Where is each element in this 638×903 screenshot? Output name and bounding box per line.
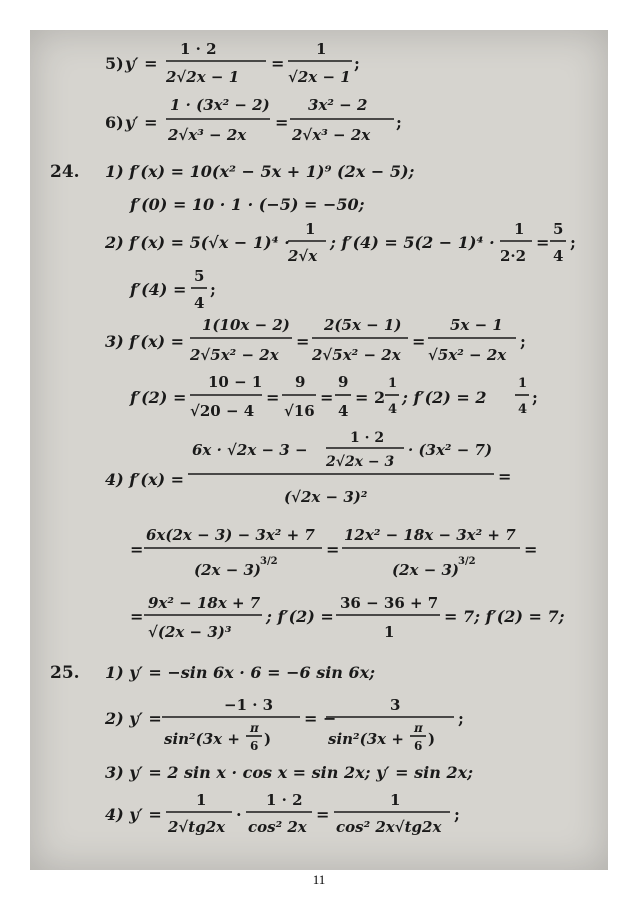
svg-text:=: = <box>524 540 538 559</box>
svg-text:36 − 36 + 7: 36 − 36 + 7 <box>340 594 439 612</box>
svg-text:4) y′ =: 4) y′ = <box>105 805 162 824</box>
svg-text:cos² 2x: cos² 2x <box>248 818 307 836</box>
svg-text:1: 1 <box>316 40 327 58</box>
svg-text:3) f′(x) =: 3) f′(x) = <box>105 332 185 351</box>
svg-text:1: 1 <box>390 791 401 809</box>
svg-text:12x² − 18x − 3x² + 7: 12x² − 18x − 3x² + 7 <box>344 526 516 544</box>
svg-text:;: ; <box>570 233 576 252</box>
den: 2√2x − 1 <box>166 68 240 86</box>
svg-text:1: 1 <box>388 376 398 391</box>
svg-text:=: = <box>296 332 310 351</box>
svg-text:6x(2x − 3) − 3x² + 7: 6x(2x − 3) − 3x² + 7 <box>146 526 315 544</box>
svg-text:10 − 1: 10 − 1 <box>208 373 263 391</box>
svg-text:9: 9 <box>295 373 306 391</box>
svg-text:1(10x − 2): 1(10x − 2) <box>202 316 290 334</box>
svg-text:4) f′(x) =: 4) f′(x) = <box>105 470 185 489</box>
svg-text:3: 3 <box>390 696 401 714</box>
svg-text:=: = <box>320 388 334 407</box>
svg-text:;: ; <box>396 113 402 132</box>
y-prime: y′ = <box>125 54 158 73</box>
svg-text:6: 6 <box>250 739 259 753</box>
num: 1 · 2 <box>180 40 217 58</box>
svg-text:=: = <box>271 54 285 73</box>
svg-text:;: ; <box>520 332 526 351</box>
svg-text:=: = <box>130 607 144 626</box>
svg-text:y′ =: y′ = <box>125 113 158 132</box>
line-6 <box>105 96 402 144</box>
svg-text:=: = <box>412 332 426 351</box>
svg-text:6: 6 <box>414 739 423 753</box>
svg-text:1: 1 <box>305 220 316 238</box>
svg-text:π: π <box>414 721 423 735</box>
label-6: 6) <box>105 113 124 132</box>
svg-text:; f′(4) = 5(2 − 1)⁴ ·: ; f′(4) = 5(2 − 1)⁴ · <box>330 233 495 252</box>
svg-text:f′(4) =: f′(4) = <box>130 280 187 299</box>
svg-text:=: = <box>266 388 280 407</box>
svg-text:1: 1 <box>514 220 525 238</box>
line-5 <box>105 40 360 86</box>
svg-text:=: = <box>498 467 512 486</box>
svg-text:(√2x − 3)²: (√2x − 3)² <box>284 488 368 506</box>
svg-text:6x · √2x − 3 −: 6x · √2x − 3 − <box>192 441 308 459</box>
page-number: 11 <box>312 872 326 887</box>
svg-text:√2x − 1: √2x − 1 <box>288 68 351 86</box>
svg-text:√(2x − 3)³: √(2x − 3)³ <box>148 623 232 641</box>
svg-text:2√5x² − 2x: 2√5x² − 2x <box>190 346 279 364</box>
problem-number-25: 25. <box>50 663 80 683</box>
svg-text:): ) <box>428 730 436 748</box>
svg-text:√20 − 4: √20 − 4 <box>190 402 255 420</box>
svg-text:= 7; f′(2) = 7;: = 7; f′(2) = 7; <box>444 607 565 626</box>
svg-text:3x² − 2: 3x² − 2 <box>308 96 368 114</box>
svg-text:2√5x² − 2x: 2√5x² − 2x <box>312 346 401 364</box>
svg-text:= −: = − <box>304 709 337 728</box>
svg-text:): ) <box>264 730 272 748</box>
svg-text:=: = <box>275 113 289 132</box>
problem-24 <box>50 162 576 641</box>
svg-text:2) y′ =: 2) y′ = <box>105 709 162 728</box>
svg-text:;: ; <box>210 280 216 299</box>
svg-text:2√x³ − 2x: 2√x³ − 2x <box>168 126 247 144</box>
svg-text:;: ; <box>454 805 460 824</box>
svg-text:1: 1 <box>196 791 207 809</box>
svg-text:;: ; <box>532 388 538 407</box>
problem-25 <box>50 663 473 836</box>
svg-text:1: 1 <box>384 623 395 641</box>
svg-text:1 · 2: 1 · 2 <box>266 791 303 809</box>
svg-text:cos² 2x√tg2x: cos² 2x√tg2x <box>336 818 442 836</box>
svg-text:3/2: 3/2 <box>458 556 476 567</box>
svg-text:; f′(2) =: ; f′(2) = <box>266 607 334 626</box>
svg-text:2) f′(x) = 5(√x − 1)⁴ ·: 2) f′(x) = 5(√x − 1)⁴ · <box>105 233 290 252</box>
svg-text:2√tg2x: 2√tg2x <box>168 818 226 836</box>
svg-text:9x² − 18x + 7: 9x² − 18x + 7 <box>148 594 261 612</box>
svg-text:;: ; <box>458 709 464 728</box>
svg-text:·: · <box>236 805 242 824</box>
svg-text:sin²(3x +: sin²(3x + <box>164 730 240 748</box>
svg-text:1 · 2: 1 · 2 <box>350 430 385 446</box>
svg-text:1) f′(x) = 10(x² − 5x + 1)⁹ (2: 1) f′(x) = 10(x² − 5x + 1)⁹ (2x − 5); <box>105 162 415 181</box>
svg-text:9: 9 <box>338 373 349 391</box>
svg-text:= 2: = 2 <box>355 388 386 407</box>
svg-text:4: 4 <box>194 294 205 312</box>
svg-text:f′(0) = 10 · 1 · (−5) = −50;: f′(0) = 10 · 1 · (−5) = −50; <box>130 195 365 214</box>
svg-text:=: = <box>130 540 144 559</box>
svg-text:f′(2) =: f′(2) = <box>130 388 187 407</box>
svg-text:5: 5 <box>553 220 564 238</box>
svg-text:−1 · 3: −1 · 3 <box>224 696 274 714</box>
svg-text:sin²(3x +: sin²(3x + <box>328 730 404 748</box>
svg-text:2√x: 2√x <box>288 247 318 265</box>
svg-text:√5x² − 2x: √5x² − 2x <box>428 346 507 364</box>
svg-text:1 · (3x² − 2): 1 · (3x² − 2) <box>170 96 270 114</box>
svg-text:1) y′ = −sin 6x · 6 = −6 sin 6: 1) y′ = −sin 6x · 6 = −6 sin 6x; <box>105 663 376 682</box>
svg-text:;: ; <box>354 54 360 73</box>
svg-text:4: 4 <box>338 402 349 420</box>
svg-text:2(5x − 1): 2(5x − 1) <box>324 316 402 334</box>
svg-text:4: 4 <box>518 402 528 417</box>
svg-text:π: π <box>250 721 259 735</box>
svg-text:(2x − 3): (2x − 3) <box>392 561 460 579</box>
svg-text:(2x − 3): (2x − 3) <box>194 561 262 579</box>
problem-number-24: 24. <box>50 162 80 182</box>
svg-text:=: = <box>316 805 330 824</box>
svg-text:=: = <box>536 233 550 252</box>
svg-text:2√2x − 3: 2√2x − 3 <box>326 454 395 470</box>
svg-text:√16: √16 <box>284 402 315 420</box>
svg-text:5: 5 <box>194 267 205 285</box>
svg-text:3/2: 3/2 <box>260 556 278 567</box>
svg-text:3) y′ = 2 sin x · cos x = sin: 3) y′ = 2 sin x · cos x = sin 2x; y′ = sin 2x; <box>105 763 474 782</box>
svg-text:4: 4 <box>388 402 398 417</box>
svg-text:2·2: 2·2 <box>500 247 527 265</box>
svg-text:1: 1 <box>518 376 528 391</box>
svg-text:=: = <box>326 540 340 559</box>
math-content <box>30 30 608 870</box>
svg-text:; f′(2) = 2: ; f′(2) = 2 <box>402 388 487 407</box>
svg-text:2√x³ − 2x: 2√x³ − 2x <box>292 126 371 144</box>
svg-text:5x − 1: 5x − 1 <box>450 316 503 334</box>
svg-text:· (3x² − 7): · (3x² − 7) <box>408 441 493 459</box>
label-5: 5) <box>105 54 124 73</box>
svg-text:4: 4 <box>553 247 564 265</box>
